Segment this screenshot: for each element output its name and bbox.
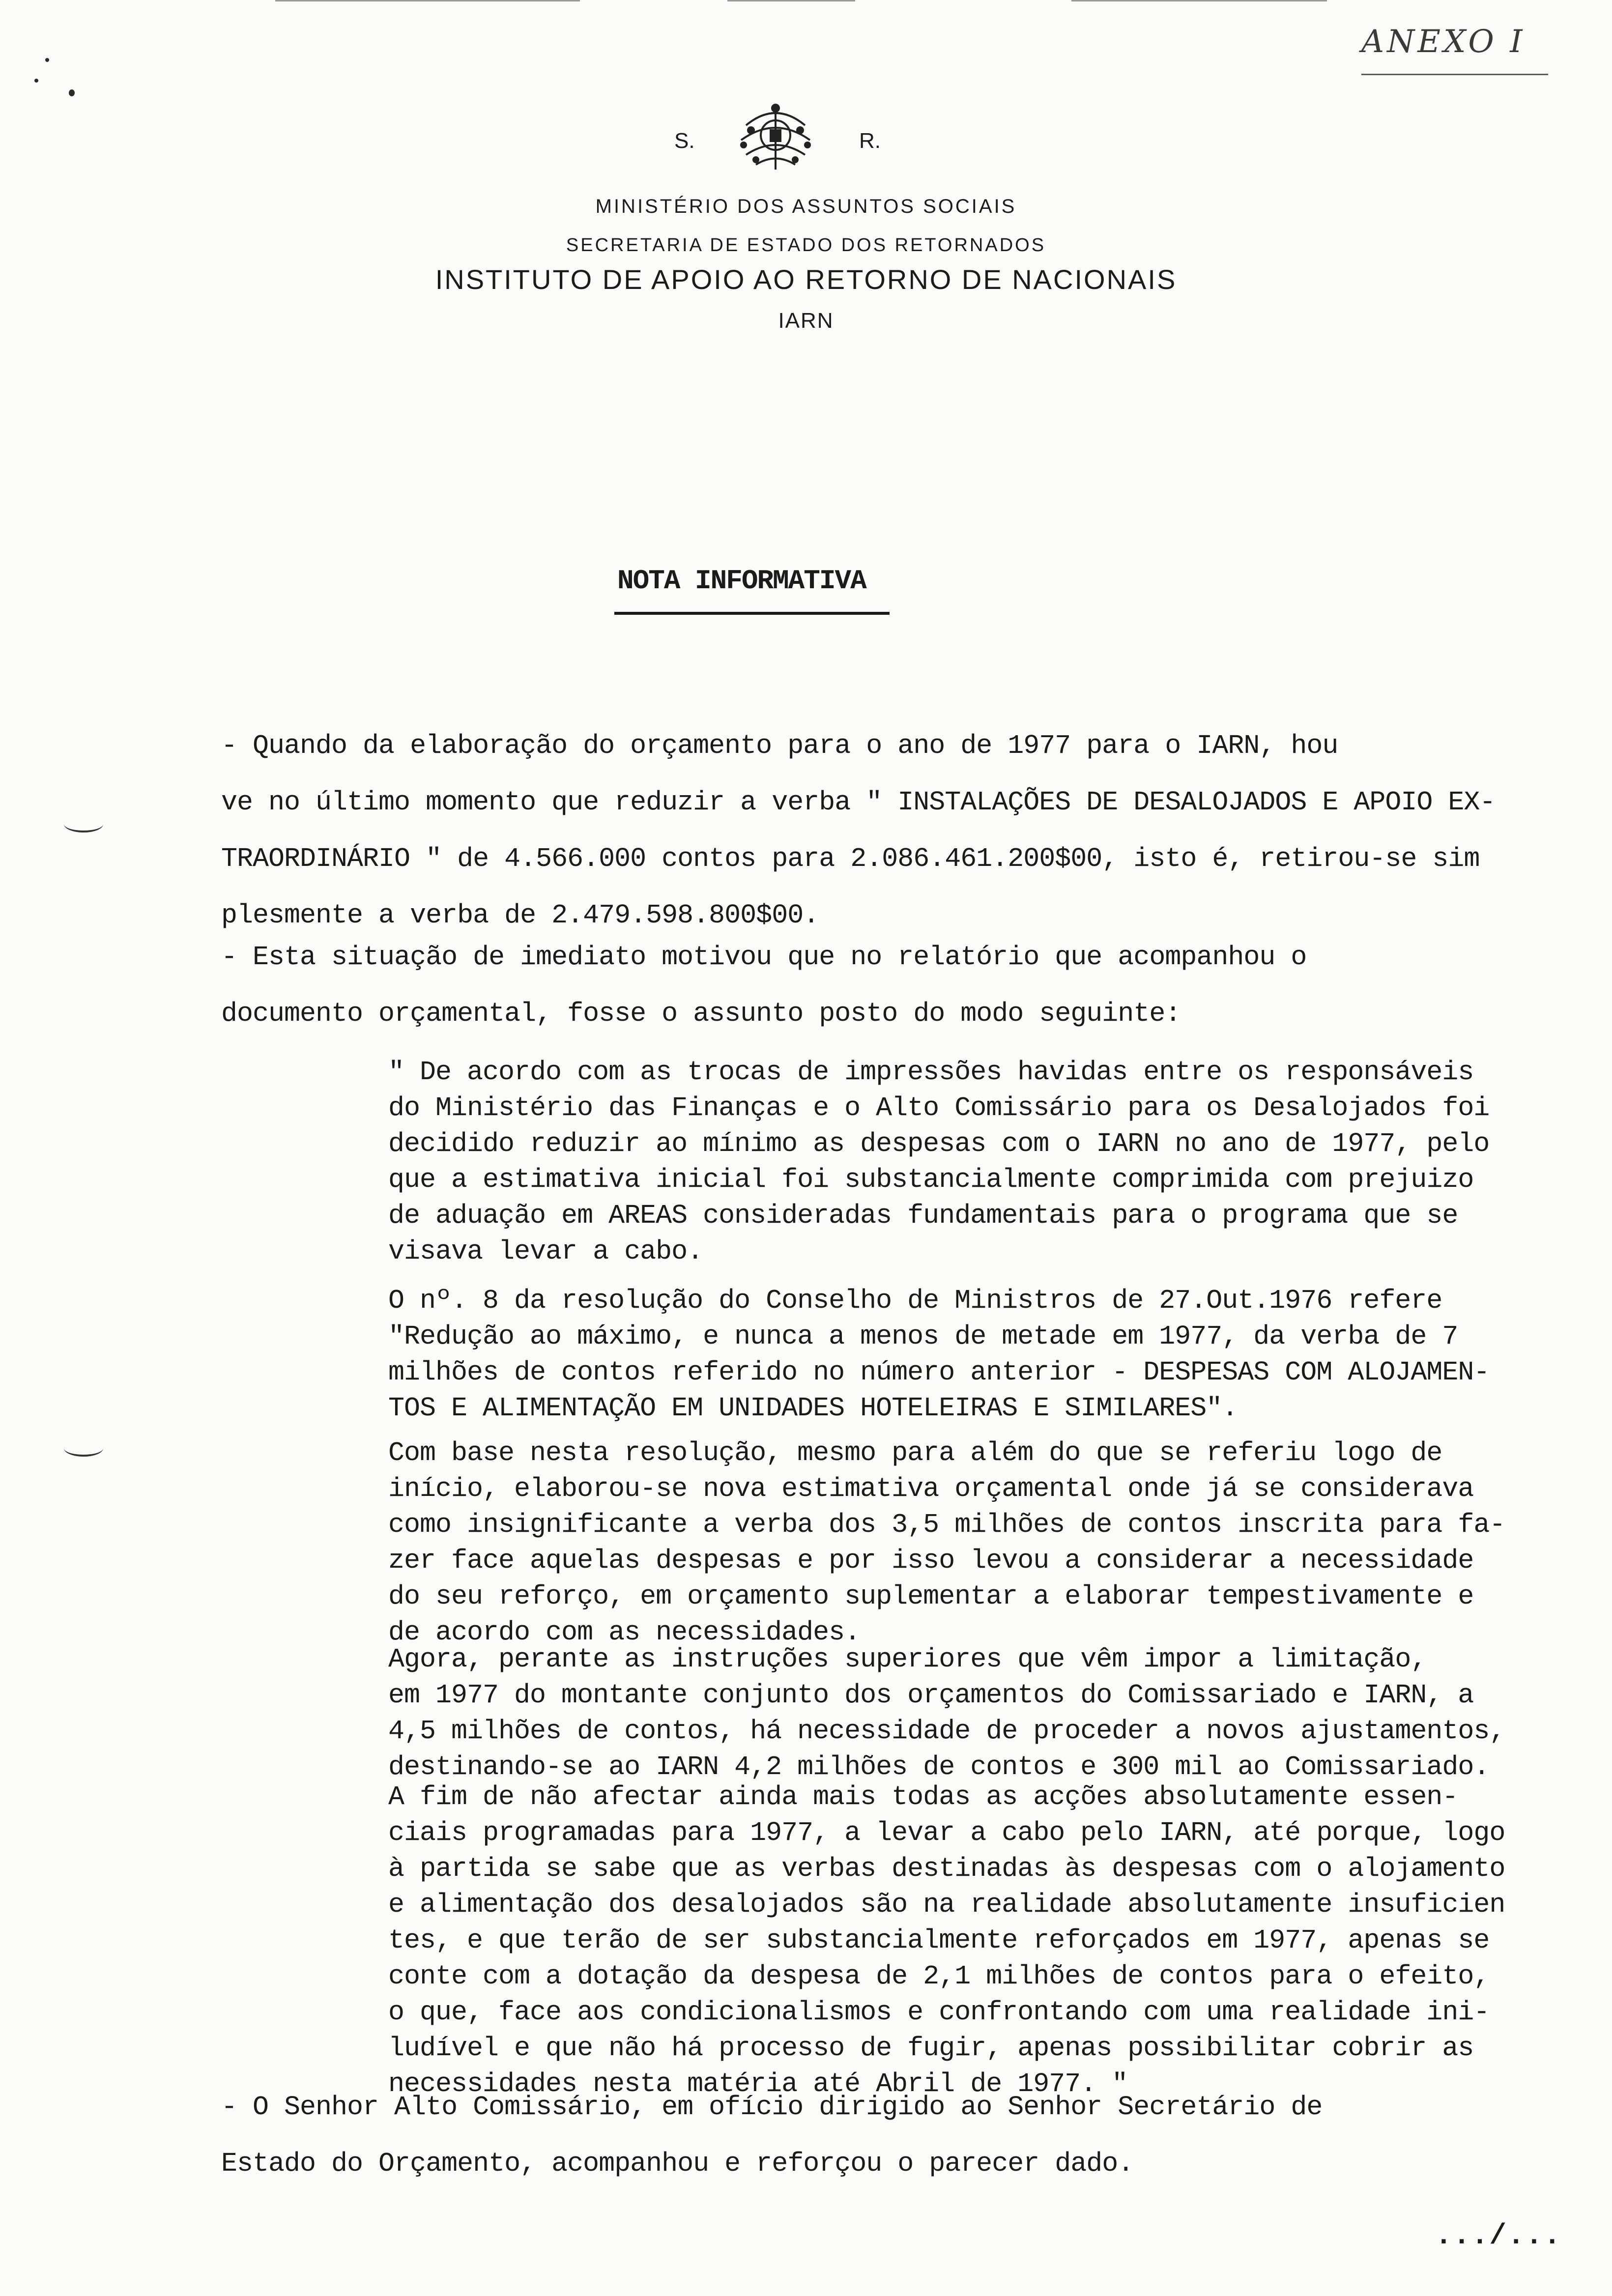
scan-edge-line bbox=[275, 0, 580, 1]
annex-handwritten-mark: ANEXO I bbox=[1361, 24, 1526, 60]
secretariat-name: SECRETARIA DE ESTADO DOS RETORNADOS bbox=[566, 235, 1046, 256]
quoted-paragraph-2: O nº. 8 da resolução do Conselho de Ministros de 27.Out.1976 refere "Redução ao máximo, e nunca a menos de metade em 1977, da verba de 7 milhões de contos referido no número anterior - DESPESAS COM ALOJAMEN- TOS E ALIMENTAÇÃO EM UNIDADES HOTELEIRAS E SIMILARES". bbox=[388, 1285, 1490, 1424]
ministry-name: MINISTÉRIO DOS ASSUNTOS SOCIAIS bbox=[595, 196, 1017, 217]
punch-hole-mark bbox=[64, 816, 103, 832]
annex-underline bbox=[1361, 74, 1548, 75]
letterhead-s: S. bbox=[674, 129, 695, 153]
quoted-paragraph-3: Com base nesta resolução, mesmo para além do que se referiu logo de início, elaborou-se nova estimativa orçamental onde já se considerava como insignificante a verba dos 3,5 milhões de contos inscrita para fa- zer face aquelas despesas e por isso levou a considerar a necessidade do seu reforço, em orçamento suplementar a elaborar tempestivamente e de acordo com as necessidades. bbox=[388, 1437, 1505, 1648]
quoted-paragraph-5: A fim de não afectar ainda mais todas as acções absolutamente essen- ciais programadas para 1977, a levar a cabo pelo IARN, até porque, logo à partida se sabe que as verbas destinadas às despesas com o alojamento e alimentação dos desalojados são na realidade absolutamente insuficien tes, e que terão de ser substancialmente reforçados em 1977, apenas se conte com a dotação da despesa de 2,1 milhões de contos para o efeito, o que, face aos condicionalismos e confrontando com uma realidade ini- ludível e que não há processo de fugir, apenas possibilitar cobrir as necessidades nesta matéria até Abril de 1977. " bbox=[388, 1781, 1505, 2099]
scan-speck bbox=[69, 89, 75, 96]
continuation-mark: .../... bbox=[1435, 2220, 1562, 2252]
body-paragraph-2: - Esta situação de imediato motivou que no relatório que acompanhou o documento orçamental, fosse o assunto posto do modo seguinte: bbox=[221, 942, 1307, 1029]
coat-of-arms-icon bbox=[726, 96, 825, 174]
body-paragraph-3: - O Senhor Alto Comissário, em ofício dirigido ao Senhor Secretário de Estado do Orçamento, acompanhou e reforçou o parecer dado. bbox=[221, 2092, 1323, 2179]
quoted-paragraph-4: Agora, perante as instruções superiores que vêm impor a limitação, em 1977 do montante conjunto dos orçamentos do Comissariado e IARN, a 4,5 milhões de contos, há necessidade de proceder a novos ajustamentos, destinando-se ao IARN 4,2 milhões de contos e 300 mil ao Comissariado. bbox=[388, 1644, 1505, 1782]
letterhead-r: R. bbox=[859, 129, 881, 153]
punch-hole-mark bbox=[64, 1440, 103, 1457]
scan-edge-line bbox=[727, 0, 855, 1]
scan-speck bbox=[34, 79, 38, 83]
quoted-paragraph-1: " De acordo com as trocas de impressões havidas entre os responsáveis do Ministério das Finanças e o Alto Comissário para os Desalojados foi decidido reduzir ao mínimo as despesas com o IARN no ano de 1977, pelo que a estimativa inicial foi substancialmente comprimida com prejuizo de aduação em AREAS consideradas fundamentais para o programa que se visava levar a cabo. bbox=[388, 1057, 1490, 1267]
document-title: NOTA INFORMATIVA bbox=[617, 565, 866, 597]
scan-speck bbox=[45, 58, 49, 62]
body-paragraph-1: - Quando da elaboração do orçamento para o ano de 1977 para o IARN, hou ve no último momento que reduzir a verba " INSTALAÇÕES DE DESALOJADOS E APOIO EX- TRAORDINÁRIO " de 4.566.000 contos para 2.086.461.200$00, isto é, retirou-se sim plesmente a verba de 2.479.598.800$00. bbox=[221, 730, 1496, 931]
institute-name: INSTITUTO DE APOIO AO RETORNO DE NACIONAIS bbox=[435, 264, 1177, 295]
scan-edge-line bbox=[1071, 0, 1327, 1]
title-underline bbox=[614, 612, 890, 615]
institute-acronym: IARN bbox=[778, 309, 834, 333]
